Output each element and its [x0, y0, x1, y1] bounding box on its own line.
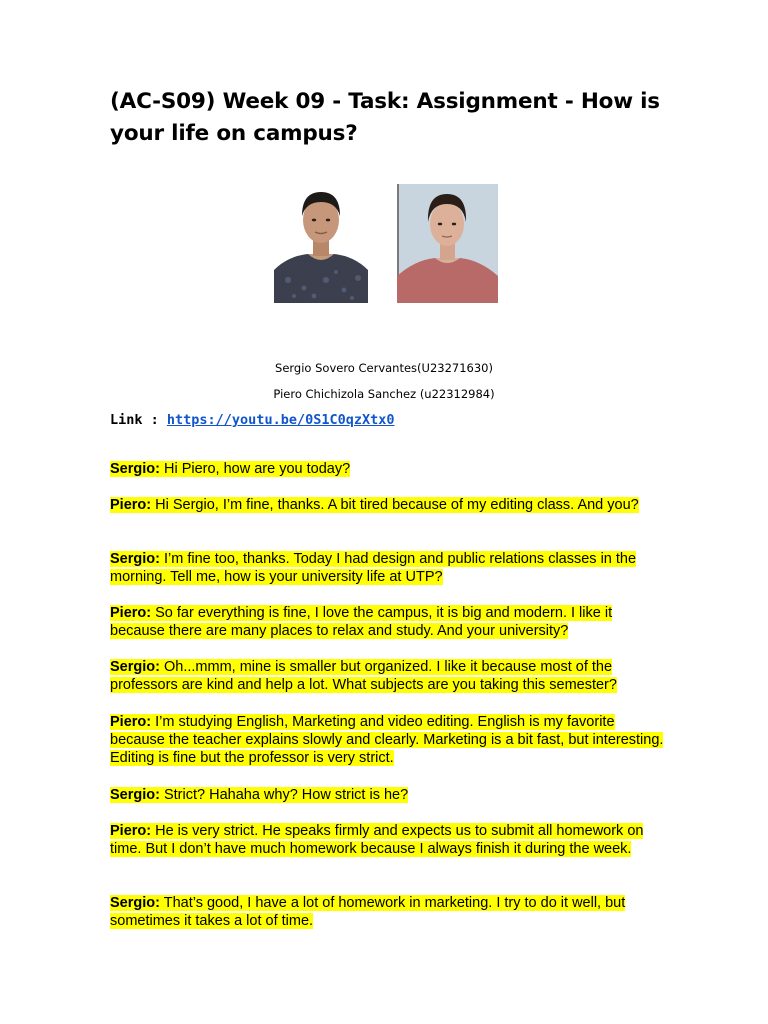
- dialogue-line: [110, 496, 665, 514]
- dialogue-line: [110, 786, 665, 804]
- dialogue-line: [110, 713, 665, 768]
- dialogue-text: Strict? Hahaha why? How strict is he?: [159, 787, 409, 803]
- author-sergio: Sergio Sovero Cervantes(U23271630): [275, 361, 493, 375]
- video-link-line: [110, 411, 394, 429]
- dialogue-line: [110, 460, 665, 478]
- speaker-name: Sergio:: [110, 461, 160, 477]
- dialogue-text: That’s good, I have a lot of homework in marketing. I try to do it well, but sometimes it takes a lot of time.: [110, 895, 626, 930]
- speaker-name: Piero:: [110, 605, 152, 621]
- dialogue-line: [110, 604, 665, 640]
- dialogue-text: He is very strict. He speaks firmly and expects us to submit all homework on time. But I don’t have much homework because I always finish it during the week.: [110, 823, 644, 858]
- speaker-name: Sergio:: [110, 787, 160, 803]
- dialogue-text: I’m studying English, Marketing and video editing. English is my favorite because the teacher explains slowly and clearly. Marketing is a bit fast, but interesting. Editing is fine but the professor is very strict.: [110, 714, 664, 767]
- speaker-name: Piero:: [110, 714, 152, 730]
- dialogue-text: I’m fine too, thanks. Today I had design and public relations classes in the morning. Tell me, how is your university life at UTP?: [110, 551, 637, 586]
- speaker-name: Sergio:: [110, 895, 160, 911]
- speaker-name: Piero:: [110, 497, 152, 513]
- dialogue-text: Oh...mmm, mine is smaller but organized. I like it because most of the professors are kind and help a lot. What subjects are you taking this semester?: [110, 659, 617, 694]
- link-label: Link :: [110, 412, 167, 428]
- document-title: (AC-S09) Week 09 - Task: Assignment - How is your life on campus?: [110, 89, 660, 146]
- dialogue-line: [110, 658, 665, 694]
- speaker-name: Sergio:: [110, 659, 160, 675]
- video-link[interactable]: https://youtu.be/0S1C0qzXtx0: [166, 412, 395, 428]
- speaker-name: Sergio:: [110, 551, 160, 567]
- dialogue-text: Hi Piero, how are you today?: [159, 461, 351, 477]
- dialogue-text: So far everything is fine, I love the campus, it is big and modern. I like it because there are many places to relax and study. And your university?: [110, 605, 613, 640]
- author-piero: Piero Chichizola Sanchez (u22312984): [273, 387, 495, 401]
- speaker-name: Piero:: [110, 823, 152, 839]
- dialogue-line: [110, 550, 665, 586]
- dialogue-line: [110, 894, 665, 930]
- dialogue-text: Hi Sergio, I’m fine, thanks. A bit tired because of my editing class. And you?: [151, 497, 639, 513]
- dialogue-line: [110, 822, 665, 858]
- student-photo-piero: [397, 184, 498, 303]
- student-photo-sergio: [274, 184, 368, 303]
